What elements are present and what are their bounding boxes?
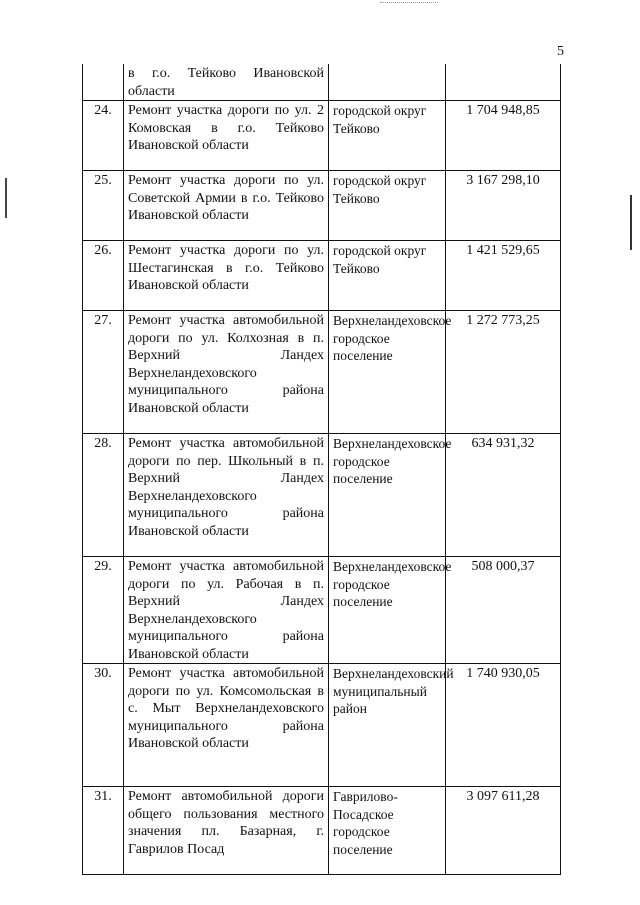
row-description: Ремонт участка автомобильной дороги по пер. Школьный в п. Верхний Ландех Верхнеландеховского муниципального района Ивановской области <box>124 434 329 557</box>
scan-artifact-right <box>630 195 632 250</box>
table-row <box>83 311 561 434</box>
row-number: 31. <box>83 787 124 875</box>
row-description: Ремонт участка автомобильной дороги по ул. Комсомольская в с. Мыт Верхнеландеховского муниципального района Ивановской области <box>124 664 329 787</box>
row-municipality: Гаврилово-Посадское городское поселение <box>329 787 446 875</box>
table-row <box>83 557 561 664</box>
table-row <box>83 664 561 787</box>
table-row <box>83 64 561 101</box>
scan-artifact-top <box>380 2 438 3</box>
row-amount: 508 000,37 <box>446 557 561 664</box>
row-description: Ремонт участка дороги по ул. Советской Армии в г.о. Тейково Ивановской области <box>124 171 329 241</box>
row-municipality: Верхнеландеховское городское поселение <box>329 434 446 557</box>
row-municipality: городской округ Тейково <box>329 171 446 241</box>
row-number: 24. <box>83 101 124 171</box>
row-municipality <box>329 64 446 101</box>
row-number: 25. <box>83 171 124 241</box>
page-number: 5 <box>557 44 564 59</box>
table-row <box>83 787 561 875</box>
row-description: в г.о. Тейково Ивановской области <box>124 64 329 101</box>
row-amount: 3 167 298,10 <box>446 171 561 241</box>
road-repair-table <box>82 64 561 875</box>
row-municipality: Верхнеландеховское городское поселение <box>329 557 446 664</box>
row-amount: 634 931,32 <box>446 434 561 557</box>
row-number: 29. <box>83 557 124 664</box>
table-row <box>83 434 561 557</box>
row-municipality: Верхнеландеховское городское поселение <box>329 311 446 434</box>
row-municipality: Верхнеландеховский муниципальный район <box>329 664 446 787</box>
row-description: Ремонт автомобильной дороги общего пользования местного значения пл. Базарная, г. Гаврилов Посад <box>124 787 329 875</box>
row-amount <box>446 64 561 101</box>
row-description: Ремонт участка дороги по ул. Шестагинская в г.о. Тейково Ивановской области <box>124 241 329 311</box>
table-row <box>83 101 561 171</box>
row-amount: 1 272 773,25 <box>446 311 561 434</box>
scan-artifact-left <box>5 178 7 218</box>
row-municipality: городской округ Тейково <box>329 241 446 311</box>
row-number: 27. <box>83 311 124 434</box>
row-municipality: городской округ Тейково <box>329 101 446 171</box>
table-row <box>83 241 561 311</box>
row-number <box>83 64 124 101</box>
row-number: 28. <box>83 434 124 557</box>
row-description: Ремонт участка автомобильной дороги по ул. Колхозная в п. Верхний Ландех Верхнеландеховского муниципального района Ивановской области <box>124 311 329 434</box>
table-row <box>83 171 561 241</box>
row-description: Ремонт участка автомобильной дороги по ул. Рабочая в п. Верхний Ландех Верхнеландеховского муниципального района Ивановской области <box>124 557 329 664</box>
row-amount: 1 421 529,65 <box>446 241 561 311</box>
row-amount: 1 740 930,05 <box>446 664 561 787</box>
row-number: 30. <box>83 664 124 787</box>
row-amount: 3 097 611,28 <box>446 787 561 875</box>
row-amount: 1 704 948,85 <box>446 101 561 171</box>
row-description: Ремонт участка дороги по ул. 2 Комовская в г.о. Тейково Ивановской области <box>124 101 329 171</box>
row-number: 26. <box>83 241 124 311</box>
